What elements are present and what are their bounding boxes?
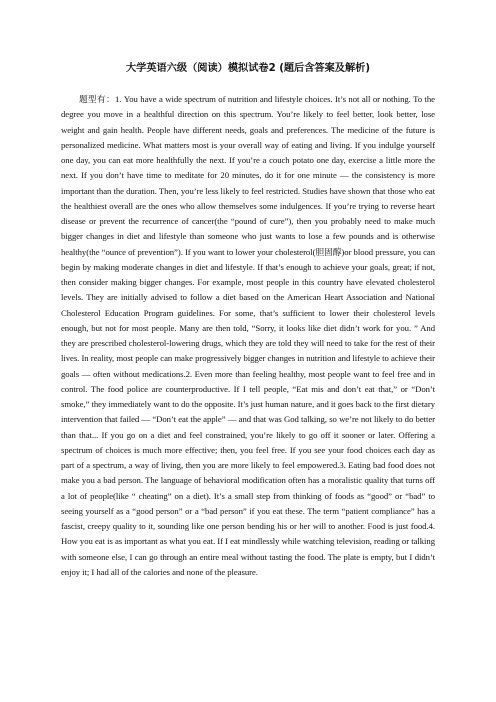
document-body: 题型有：1. You have a wide spectrum of nutrition and lifestyle choices. It’s not all or nothing. To the degree you move in a healthful direction on this spectrum. You’re likely to feel better, look better, lose weight and gain health. People have different needs, goals and preferences. The medicine of the future is personalized medicine. What matters most is your overall way of eating and living. If you indulge yourself one day, you can eat more healthfully the next. If you’re a couch potato one day, exercise a little more the next. If you don’t have time to meditate for 20 minutes, do it for one minute — the consistency is more important than the duration. Then, you’re less likely to feel restricted. Studies have shown that those who eat the healthiest overall are the ones who allow themselves some indulgences. If you’re trying to reverse heart disease or prevent the recurrence of cancer(the “pound of cure”), then you probably need to make much bigger changes in diet and lifestyle than someone who just wants to lose a few pounds and is otherwise healthy(the “ounce of prevention”). If you want to lower your cholesterol(胆固醇)or blood pressure, you can begin by making moderate changes in diet and lifestyle. If that’s enough to achieve your goals, great; if not, then consider making bigger changes. For example, most people in this country have elevated cholesterol levels. They are initially advised to follow a diet based on the American Heart Association and National Cholesterol Education Program guidelines. For some, that’s sufficient to lower their cholesterol levels enough, but not for most people. Many are then told, “Sorry, it looks like diet didn’t work for you. ” And they are prescribed cholesterol-lowering drugs, which they are told they will need to take for the rest of their lives. In reality, most people can make progressively bigger changes in nutrition and lifestyle to achieve their goals — often without medications.2. Even more than feeling healthy, most people want to feel free and in control. The food police are counterproductive. If I tell people, “Eat mis and don’t eat that,” or “Don’t smoke,” they immediately want to do the opposite. It’s just human nature, and it goes back to the first dietary intervention that failed — “Don’t eat the apple” — and that was God talking, so we’re not likely to do better than that... If you go on a diet and feel constrained, you’re likely to go off it sooner or later. Offering a spectrum of choices is much more effective; then, you feel free. If you see your food choices each day as part of a spectrum, a way of living, then you are more likely to feel empowered.3. Eating bad food does not make you a bad person. The language of behavioral modification often has a moralistic quality that turns off a lot of people(like “ cheating” on a diet). It’s a small step from thinking of foods as “good” or “bad” to seeing yourself as a “good person” or a “bad person” if you eat these. The term “patient compliance” has a fascist, creepy quality to it, sounding like one person bending his or her will to another. Food is just food.4. How you eat is as important as what you eat. If I eat mindlessly while watching television, reading or talking with someone else, I can go through an entire meal without tasting the food. The plate is empty, but I didn’t enjoy it; I had all of the calories and none of the pleasure.: [61, 94, 435, 577]
document-title: 大学英语六级（阅读）模拟试卷2 (题后含答案及解析): [125, 63, 371, 74]
